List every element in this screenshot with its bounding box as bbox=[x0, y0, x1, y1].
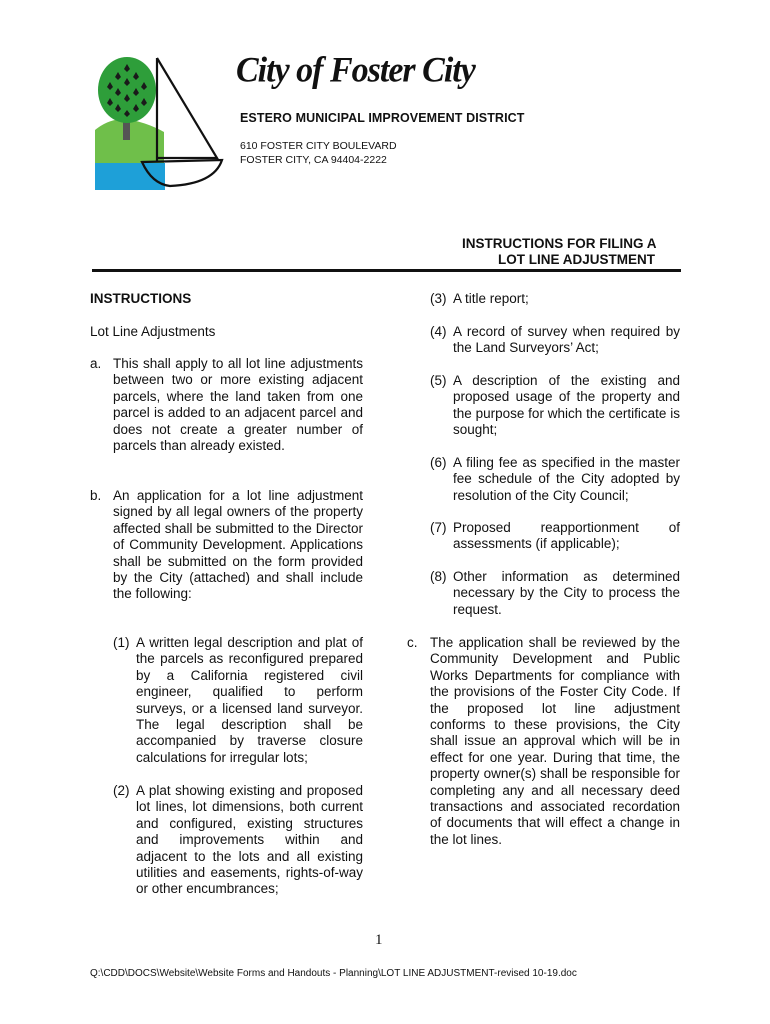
doc-title-line-2: LOT LINE ADJUSTMENT bbox=[498, 252, 655, 267]
item-b3 bbox=[430, 291, 680, 311]
item-b4 bbox=[430, 324, 680, 360]
page-number: 1 bbox=[375, 932, 383, 948]
item-b8-label: (8) bbox=[430, 569, 447, 584]
item-a-text: This shall apply to all lot line adjustments between two or more existing adjacent parcels, where the land taken from one parcel is added to an adjacent parcel and does not create a greater number of parcels than already existed. bbox=[113, 356, 363, 454]
item-b6-label: (6) bbox=[430, 455, 447, 470]
item-b2-text: A plat showing existing and proposed lot lines, lot dimensions, both current and configured, existing structures and improvements within and adjacent to the lots and all existing utilities and easements, rights-of-way or other encumbrances; bbox=[136, 783, 363, 897]
item-b7-label: (7) bbox=[430, 520, 447, 535]
item-c-text: The application shall be reviewed by the Community Development and Public Works Departments for compliance with the provisions of the Foster City Code. If the proposed lot line adjustment conforms to these provisions, the City shall issue an approval which will be in effect for one year. During that time, the property owner(s) shall be responsible for completing any and all necessary deed transactions and associated recordation of documents that will effect a change in the lot lines. bbox=[430, 635, 680, 847]
item-b6 bbox=[430, 455, 680, 507]
item-b4-text: A record of survey when required by the Land Surveyors’ Act; bbox=[453, 324, 680, 356]
item-b3-text: A title report; bbox=[453, 291, 529, 306]
title-divider bbox=[92, 269, 681, 272]
item-b8 bbox=[430, 569, 680, 621]
item-b4-label: (4) bbox=[430, 324, 447, 339]
item-b-text: An application for a lot line adjustment signed by all legal owners of the property affected shall be submitted to the Director of Community Development. Applications shall be submitted on the form provided by the City (attached) and shall include the following: bbox=[113, 488, 363, 602]
subheading: Lot Line Adjustments bbox=[90, 324, 216, 339]
logo-water bbox=[95, 163, 165, 190]
item-a-label: a. bbox=[90, 356, 102, 371]
item-b3-label: (3) bbox=[430, 291, 447, 306]
item-b2 bbox=[113, 783, 363, 923]
footer-file-path: Q:\CDD\DOCS\Website\Website Forms and Handouts - Planning\LOT LINE ADJUSTMENT-revised 10-19.doc bbox=[90, 968, 577, 979]
item-b1-text: A written legal description and plat of the parcels as reconfigured prepared by a California registered civil engineer, qualified to perform surveys, or a licensed land surveyor. The legal description shall be accompanied by traverse closure calculations for irregular lots; bbox=[136, 635, 363, 765]
item-b5-text: A description of the existing and proposed usage of the property and the purpose for which the certificate is sought; bbox=[453, 373, 680, 438]
doc-title-line-1: INSTRUCTIONS FOR FILING A bbox=[462, 236, 657, 251]
item-b-label: b. bbox=[90, 488, 102, 503]
address-line-1: 610 FOSTER CITY BOULEVARD bbox=[240, 140, 397, 152]
item-b7 bbox=[430, 520, 680, 556]
item-b5 bbox=[430, 373, 680, 443]
item-b1 bbox=[113, 635, 363, 775]
item-b1-label: (1) bbox=[113, 635, 130, 650]
item-b2-label: (2) bbox=[113, 783, 130, 798]
item-c bbox=[407, 635, 680, 855]
item-b bbox=[90, 488, 363, 623]
section-heading: INSTRUCTIONS bbox=[90, 291, 192, 306]
item-b6-text: A filing fee as specified in the master fee schedule of the City adopted by resolution of the City Council; bbox=[453, 455, 680, 503]
item-b8-text: Other information as determined necessary by the City to process the request. bbox=[453, 569, 680, 617]
item-b7-text: Proposed reapportionment of assessments (if applicable); bbox=[453, 520, 680, 552]
city-logo bbox=[92, 50, 242, 190]
city-name: City of Foster City bbox=[236, 51, 475, 90]
item-a bbox=[90, 356, 363, 476]
item-c-label: c. bbox=[407, 635, 418, 650]
district-name: ESTERO MUNICIPAL IMPROVEMENT DISTRICT bbox=[240, 111, 525, 125]
item-b5-label: (5) bbox=[430, 373, 447, 388]
address-line-2: FOSTER CITY, CA 94404-2222 bbox=[240, 154, 387, 166]
